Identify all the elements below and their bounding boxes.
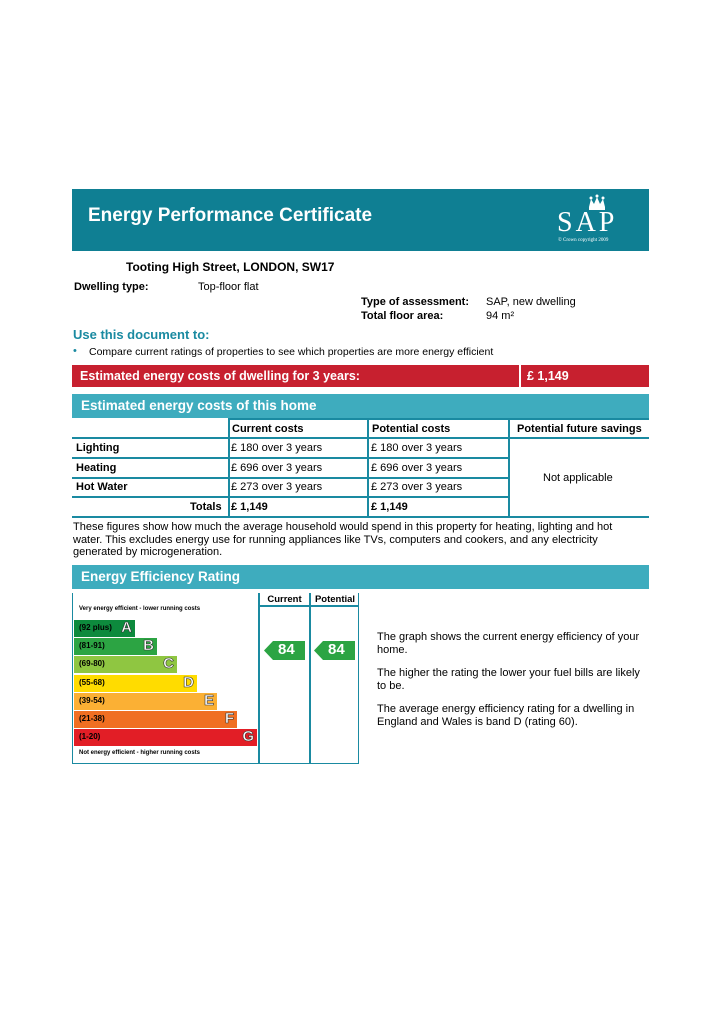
table-cell-potential: £ 180 over 3 years [371, 442, 463, 454]
rating-bottom-note: Not energy efficient - higher running costs [79, 750, 201, 756]
rating-band-letter: A [121, 619, 132, 636]
rating-text-1: The graph shows the current energy efficiency of your home. [377, 631, 640, 656]
table-row-label: Heating [76, 462, 117, 474]
floor-area-value: 94 m² [486, 310, 515, 322]
current-costs-header: Current costs [232, 423, 304, 435]
rating-band-range: (81-91) [79, 641, 105, 651]
bullet-icon: • [73, 345, 77, 357]
potential-rating-value: 84 [328, 641, 345, 658]
table-cell-potential: £ 273 over 3 years [371, 481, 463, 493]
graph-header-line [258, 605, 359, 607]
graph-divider [258, 593, 260, 764]
totals-current: £ 1,149 [231, 501, 268, 513]
graph-divider [309, 593, 311, 764]
rating-band-d [74, 675, 197, 692]
estimated-cost-value: £ 1,149 [527, 369, 569, 383]
rating-band-letter: G [242, 728, 254, 746]
rating-current-header: Current [267, 594, 302, 605]
table-row-label: Hot Water [76, 481, 128, 493]
potential-costs-header: Potential costs [372, 423, 451, 435]
costs-note: These figures show how much the average household would spend in this property for heating, lighting and hot water. This excludes energy use for running appliances like TVs, computers and cookers, and any electricity generated by microgeneration. [73, 521, 613, 558]
table-cell-current: £ 696 over 3 years [231, 462, 323, 474]
rating-band-letter: B [143, 637, 154, 655]
rating-band-a [74, 620, 135, 637]
property-address: Tooting High Street, LONDON, SW17 [126, 260, 335, 274]
assessment-type-value: SAP, new dwelling [486, 296, 576, 308]
rating-band-letter: F [224, 710, 234, 727]
dwelling-type-label: Dwelling type: [74, 281, 149, 293]
current-rating-value: 84 [278, 641, 295, 658]
table-cell-potential: £ 696 over 3 years [371, 462, 463, 474]
table-cell-current: £ 273 over 3 years [231, 481, 323, 493]
totals-label: Totals [190, 501, 222, 513]
rating-band-g [74, 729, 257, 746]
rating-band-range: (69-80) [79, 659, 105, 669]
rating-band-letter: C [163, 655, 174, 673]
rating-band-letter: D [183, 673, 194, 691]
table-row-label: Lighting [76, 442, 120, 454]
use-document-bullet: Compare current ratings of properties to see which properties are more energy efficient [89, 346, 494, 358]
savings-value: Not applicable [543, 472, 613, 484]
floor-area-label: Total floor area: [361, 310, 444, 322]
dwelling-type-value: Top-floor flat [198, 281, 259, 293]
potential-savings-header: Potential future savings [517, 423, 642, 435]
rating-band-b [74, 638, 157, 655]
page-title: Energy Performance Certificate [88, 205, 373, 226]
sap-copyright: © Crown copyright 2009 [558, 238, 609, 243]
rating-band-letter: E [203, 691, 214, 709]
rating-band-range: (39-54) [79, 695, 105, 705]
rating-band-range: (92 plus) [79, 623, 112, 632]
rating-text-3: The average energy efficiency rating for a dwelling in England and Wales is band D (rating 60). [377, 703, 635, 728]
use-document-heading: Use this document to: [73, 327, 210, 342]
rating-band-range: (21-38) [79, 714, 105, 723]
rating-band-f [74, 711, 237, 728]
estimated-cost-divider [519, 365, 521, 387]
sap-logo: SAP [557, 207, 618, 238]
totals-potential: £ 1,149 [371, 501, 408, 513]
rating-section-title: Energy Efficiency Rating [81, 569, 241, 584]
rating-top-note: Very energy efficient - lower running costs [79, 606, 201, 612]
rating-potential-header: Potential [314, 594, 356, 605]
table-cell-current: £ 180 over 3 years [231, 442, 323, 454]
rating-band-range: (55-68) [79, 677, 105, 687]
rating-band-range: (1-20) [79, 732, 101, 742]
rating-text-2: The higher the rating the lower your fuel bills are likely to be. [377, 667, 640, 692]
rating-band-e [74, 693, 217, 710]
estimated-cost-label: Estimated energy costs of dwelling for 3 years: [80, 369, 360, 383]
costs-section-title: Estimated energy costs of this home [81, 398, 317, 413]
rating-band-c [74, 656, 177, 673]
assessment-type-label: Type of assessment: [361, 296, 470, 308]
